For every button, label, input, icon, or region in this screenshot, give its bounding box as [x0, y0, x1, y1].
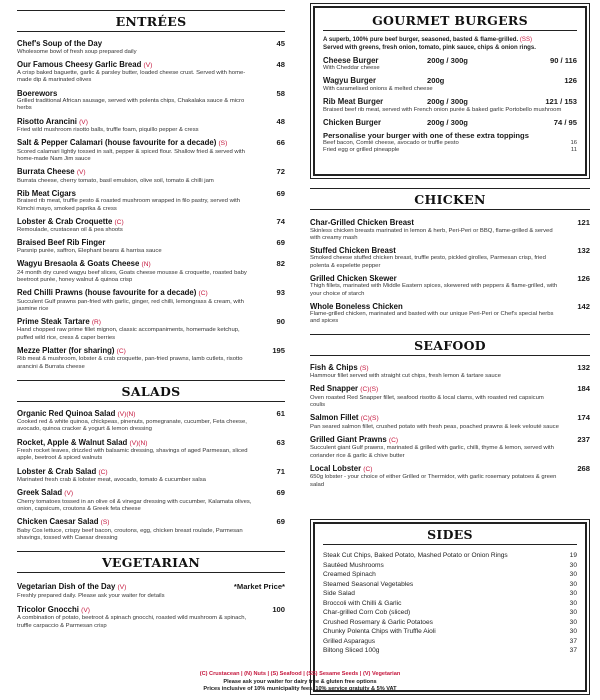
menu-item-text: [310, 384, 560, 409]
side-price: 19: [569, 552, 577, 559]
menu-item-text: [310, 413, 560, 431]
menu-item-price: 268: [577, 463, 590, 473]
side-price: 30: [569, 628, 577, 635]
burger-size: 200g / 300g: [427, 117, 468, 127]
menu-item-text: [310, 218, 560, 242]
item-name: Vegetarian Dish of the Day: [17, 582, 116, 592]
topping-label: Fried egg or grilled pineapple: [323, 147, 400, 154]
menu-item-price: 61: [276, 408, 285, 418]
menu-item-text: [17, 117, 255, 135]
allergen-tag: (C): [98, 468, 108, 476]
topping-label: Beef bacon, Comté cheese, avocado or truffle pesto: [323, 140, 459, 147]
menu-item: [17, 259, 285, 284]
item-name: Local Lobster: [310, 463, 362, 473]
item-name: Boerewors: [17, 88, 58, 98]
allergen-tag: (V): [81, 606, 90, 614]
burger-item: [323, 76, 577, 86]
menu-item-name: [17, 605, 255, 616]
burger-description: Braised beef rib meat, served with French onion purée & baked garlic Portobello mushroom: [323, 106, 562, 113]
side-item: [323, 618, 577, 628]
burger-price: 121 / 153: [545, 97, 577, 106]
menu-item-name: [17, 189, 255, 199]
menu-item: [310, 274, 590, 298]
menu-item-name: [310, 218, 560, 228]
menu-item-description: Parsnip purée, saffron, Elephant beans & harrisa sauce: [17, 247, 162, 254]
menu-item-name: [310, 274, 560, 284]
topping-price: 11: [570, 147, 577, 154]
menu-item: [17, 409, 285, 434]
burgers-intro: [323, 36, 577, 52]
menu-item-price: 58: [276, 88, 285, 98]
menu-item: [17, 488, 285, 513]
menu-item-text: [310, 246, 560, 270]
section-title-seafood: SEAFOOD: [310, 334, 590, 356]
item-name: Wagyu Bresaola & Goats Cheese: [17, 259, 140, 269]
burger-item: [323, 97, 577, 107]
menu-item-description: Rib meat & mushroom, lobster & crab croquette, pan-fried prawns, lamb cutlets, risotto arancini & Burrata cheese: [17, 356, 243, 370]
menu-item-name: [17, 438, 255, 449]
menu-item-description: Freshly prepared daily. Please ask your waiter for details: [17, 592, 165, 599]
sides-box: [313, 522, 587, 692]
side-name: Biltong Sliced 100g: [323, 647, 380, 654]
footer-notes: [150, 671, 450, 694]
menu-item-price: 100: [272, 604, 285, 614]
menu-item: [310, 413, 590, 431]
menu-item-price: 195: [272, 345, 285, 355]
allergen-tag: (R): [91, 318, 101, 326]
menu-item-name: [310, 363, 560, 374]
allergen-tag: (C): [198, 290, 208, 298]
item-name: Lobster & Crab Salad: [17, 466, 97, 476]
menu-item-name: [17, 167, 255, 178]
menu-item-text: [17, 259, 255, 284]
menu-item-description: Flame-grilled chicken, marinated and basted with our unique Peri-Peri or Chef's special herbs and spices: [310, 311, 554, 325]
menu-item-name: [17, 238, 255, 248]
menu-item-price: 121: [577, 218, 590, 227]
section-title-salads: SALADS: [17, 380, 285, 402]
topping-item: [323, 147, 577, 154]
toppings-title: Personalise your burger with one of these extra toppings: [323, 131, 529, 141]
menu-item-name: [17, 409, 255, 420]
menu-item-text: [17, 409, 255, 434]
menu-item-price: 71: [276, 466, 285, 476]
vegetarian-list: [17, 582, 285, 630]
menu-item-name: [310, 246, 560, 256]
menu-item-price: *Market Price*: [233, 582, 285, 592]
menu-item-description: Baby Cos lettuce, crispy beef bacon, croutons, egg, chicken breast roulade, Parmesan shavings, tossed with Caesar dressing: [17, 527, 243, 541]
menu-item-name: [17, 60, 255, 71]
menu-item-description: Fried wild mushroom risotto balls, truffle foam, piquillo pepper & cress: [17, 127, 199, 134]
allergen-tag: (V): [64, 490, 74, 498]
side-name: Creamed Spinach: [323, 571, 376, 578]
menu-item-price: 237: [577, 434, 590, 444]
menu-item-name: [310, 435, 560, 446]
side-price: 37: [569, 647, 577, 654]
menu-item: [17, 605, 285, 630]
item-name: Grilled Chicken Skewer: [310, 273, 397, 283]
section-title-sides: SIDES: [323, 525, 577, 545]
item-name: Our Famous Cheesy Garlic Bread: [17, 59, 142, 69]
burger-name: Rib Meat Burger: [323, 97, 384, 106]
menu-item-price: 45: [276, 39, 285, 48]
menu-item-name: [310, 302, 560, 312]
burgers-intro-line1: A superb, 100% pure beef burger, seasoned, basted & flame-grilled.: [323, 36, 519, 43]
menu-item-name: [17, 138, 255, 149]
menu-item: [17, 60, 285, 85]
menu-item-description: Scored calamari lightly tossed in salt, pepper & spiced flour. Shallow fried & served with home-made Nam Jim sauce: [17, 148, 245, 162]
item-name: Burrata Cheese: [17, 167, 75, 177]
section-title-chicken: CHICKEN: [310, 188, 590, 210]
burger-description: With caramelised onions & melted cheese: [323, 85, 433, 92]
side-price: 30: [569, 571, 577, 578]
allergen-tag: (C): [116, 347, 126, 355]
side-item: [323, 627, 577, 637]
item-name: Tricolor Gnocchi: [17, 604, 79, 614]
side-item: [323, 561, 577, 571]
topping-price: 16: [570, 140, 577, 147]
menu-item-price: 69: [276, 188, 285, 198]
menu-item: [17, 217, 285, 235]
allergen-tag: (V)(N): [117, 410, 136, 418]
side-name: Side Salad: [323, 590, 355, 597]
menu-item: [310, 464, 590, 489]
burgers-box: [313, 6, 587, 176]
menu-item-text: [17, 138, 255, 163]
allergen-tag: (V): [143, 61, 153, 69]
menu-item: [17, 467, 285, 485]
menu-item: [310, 302, 590, 326]
item-name: Rib Meat Cigars: [17, 188, 76, 198]
side-name: Crushed Rosemary & Garlic Potatoes: [323, 618, 433, 626]
allergen-tag: (V): [117, 584, 127, 592]
left-column: [17, 0, 285, 630]
item-name: Braised Beef Rib Finger: [17, 238, 106, 248]
menu-item-description: Hand chopped raw prime fillet mignon, classic accompaniments, homemade ketchup, puffed wild rice, cress & caper berries: [17, 327, 240, 341]
burger-price: 126: [564, 76, 577, 86]
menu-item-name: [17, 317, 255, 328]
menu-item-text: [310, 363, 560, 381]
menu-item-description: Wholesome bowl of fresh soup prepared daily: [17, 48, 137, 55]
menu-item: [17, 346, 285, 371]
allergen-tag: (C)(S): [360, 415, 379, 423]
menu-item: [17, 117, 285, 135]
menu-item-price: 74: [276, 216, 285, 226]
menu-item-description: Remoulade, crustacean oil & pea shoots: [17, 227, 123, 234]
salads-list: [17, 409, 285, 542]
allergen-tag: (S): [100, 519, 110, 527]
menu-item-name: [310, 384, 560, 395]
right-column: [310, 188, 590, 489]
menu-item: [310, 435, 590, 460]
side-item: [323, 551, 577, 561]
burger-description: With Cheddar cheese: [323, 65, 380, 72]
side-name: Broccoli with Chilli & Garlic: [323, 599, 402, 607]
menu-item-description: Skinless chicken breasts marinated in lemon & herb, Peri-Peri or BBQ, flame-grilled & served with creamy mash: [310, 227, 553, 241]
allergen-tag: (S): [359, 364, 369, 372]
menu-item-price: 69: [276, 488, 285, 498]
item-name: Chef's Soup of the Day: [17, 39, 103, 48]
menu-item-text: [17, 605, 255, 630]
section-title-vegetarian: VEGETARIAN: [17, 551, 285, 573]
menu-item-price: 126: [577, 273, 590, 283]
menu-item-text: [17, 582, 234, 600]
menu-item-text: [310, 464, 560, 489]
side-price: 30: [569, 580, 577, 588]
allergen-tag: (V)(N): [129, 439, 148, 447]
item-name: Red Chilli Prawns (house favourite for a decade): [17, 288, 197, 298]
burger-name: Chicken Burger: [323, 117, 382, 127]
menu-item-price: 93: [276, 288, 285, 298]
menu-item: [17, 89, 285, 113]
menu-item-name: [17, 117, 255, 128]
menu-item-name: [17, 488, 255, 499]
burger-price: 74 / 95: [553, 117, 577, 127]
menu-item-text: [17, 39, 255, 56]
menu-item-name: [310, 464, 560, 475]
side-price: 30: [569, 609, 577, 616]
menu-item-name: [17, 582, 234, 593]
allergen-tag: (SS): [519, 36, 533, 43]
menu-item: [310, 384, 590, 409]
menu-item: [17, 317, 285, 342]
side-item: [323, 637, 577, 647]
section-title-burgers: GOURMET BURGERS: [323, 11, 577, 31]
menu-item: [17, 288, 285, 313]
menu-item-text: [17, 238, 255, 255]
toppings-list: [323, 140, 577, 154]
menu-item-price: 174: [577, 413, 590, 423]
menu-item-text: [17, 517, 255, 542]
menu-item-price: 142: [577, 301, 590, 311]
burger-size: 200g / 300g: [427, 55, 468, 65]
item-name: Mezze Platter (for sharing): [17, 345, 115, 355]
menu-item-text: [17, 317, 255, 342]
pricing-note: Prices inclusive of 10% municipality fees, 10% service gratuity & 5% VAT: [203, 686, 397, 693]
menu-item-price: 184: [577, 384, 590, 394]
item-name: Fish & Chips: [310, 362, 358, 372]
menu-item: [17, 238, 285, 255]
menu-item-description: Hammour fillet served with straight cut chips, fresh lemon & tartare sauce: [310, 373, 501, 380]
menu-item-text: [17, 346, 255, 371]
menu-item: [17, 438, 285, 463]
menu-item-name: [310, 413, 560, 424]
item-name: Red Snapper: [310, 384, 359, 394]
menu-item-name: [17, 259, 255, 270]
menu-item-text: [17, 89, 255, 113]
item-name: Salmon Fillet: [310, 413, 359, 423]
item-name: Salt & Pepper Calamari (house favourite for a decade): [17, 138, 217, 148]
side-name: Grilled Asparagus: [323, 637, 376, 645]
menu-item-price: 48: [276, 59, 285, 69]
side-name: Steamed Seasonal Vegetables: [323, 580, 414, 588]
side-item: [323, 599, 577, 609]
allergen-legend: (C) Crustacean | (N) Nuts | (S) Seafood | (SS) Sesame Seeds | (V) Vegetarian: [199, 671, 401, 677]
menu-item-text: [310, 274, 560, 298]
side-item: [323, 589, 577, 599]
dietary-note: Please ask your waiter for dairy free & gluten free options: [223, 678, 377, 685]
side-price: 30: [569, 599, 577, 607]
allergen-tag: (C): [114, 218, 124, 226]
menu-item-name: [17, 346, 255, 357]
menu-item-name: [17, 89, 255, 99]
burgers-intro-line2: Served with greens, fresh onion, tomato, pink sauce, chips & onion rings.: [323, 43, 536, 51]
burger-item: [323, 56, 577, 66]
menu-item-text: [17, 438, 255, 463]
item-name: Char-Grilled Chicken Breast: [310, 218, 414, 227]
menu-item-description: Succulent Gulf prawns pan-fried with garlic, ginger, red chilli, lemongrass & cream, with jasmine rice: [17, 298, 244, 312]
menu-item-name: [17, 288, 255, 299]
menu-item-text: [17, 60, 255, 85]
menu-item-text: [17, 217, 255, 235]
item-name: Greek Salad: [17, 488, 63, 498]
section-title-entrees: ENTRÉES: [17, 10, 285, 32]
menu-item: [310, 246, 590, 270]
menu-item-price: 66: [276, 138, 285, 148]
side-name: Char-grilled Corn Cob (sliced): [323, 609, 411, 616]
side-name: Steak Cut Chips, Baked Potato, Mashed Potato or Onion Rings: [323, 552, 508, 559]
menu-item-name: [17, 217, 255, 228]
item-name: Stuffed Chicken Breast: [310, 245, 396, 255]
side-price: 30: [569, 561, 577, 569]
menu-item-text: [17, 488, 255, 513]
menu-item-name: [17, 467, 255, 478]
menu-item: [310, 218, 590, 242]
entrees-list: [17, 39, 285, 371]
side-price: 37: [569, 637, 577, 645]
menu-item-price: 132: [577, 245, 590, 255]
item-name: Rocket, Apple & Walnut Salad: [17, 437, 128, 447]
menu-item-name: [17, 39, 255, 49]
menu-item-description: Fresh rocket leaves, drizzled with balsamic dressing, shavings of aged Parmesan, sliced apple, beetroot & spiced walnuts: [17, 448, 248, 462]
chicken-list: [310, 218, 590, 326]
burger-name: Wagyu Burger: [323, 76, 376, 86]
item-name: Risotto Arancini: [17, 116, 77, 126]
menu-item-text: [310, 435, 560, 460]
menu-item: [17, 189, 285, 213]
menu-item-text: [310, 302, 560, 326]
side-item: [323, 608, 577, 618]
allergen-tag: (C): [363, 465, 373, 473]
menu-item-description: A combination of potato, beetroot & spinach gnocchi, roasted wild mushroom & spinach, truffle carpaccio & Parmesan crisp: [17, 615, 247, 629]
menu-item-text: [17, 189, 255, 213]
allergen-tag: (N): [141, 261, 151, 269]
sides-list: [323, 551, 577, 656]
side-item: [323, 580, 577, 590]
menu-item-description: 24 month dry cured wagyu beef slices, Goats cheese mousse & croquette, roasted baby beetroot purée, honey walnut & quinoa crisp: [17, 269, 247, 283]
menu-item-description: Cherry tomatoes tossed in an olive oil & vinegar dressing with cucumber, Kalamata olives, onion, capsicum, croutons & Greek feta cheese: [17, 498, 252, 512]
menu-item-price: 132: [577, 362, 590, 372]
side-name: Chunky Polenta Chips with Truffle Aioli: [323, 628, 436, 635]
menu-item-description: Marinated fresh crab & lobster meat, avocado, tomato & cucumber salsa: [17, 477, 206, 484]
menu-item-text: [17, 288, 255, 313]
menu-item-name: [17, 517, 255, 528]
menu-item-price: 72: [276, 167, 285, 177]
menu-item-description: Pan seared salmon fillet, crushed potato with fresh peas, poached prawns & leek velouté sauce: [310, 423, 559, 430]
item-name: Whole Boneless Chicken: [310, 301, 403, 311]
item-name: Lobster & Crab Croquette: [17, 216, 113, 226]
item-name: Prime Steak Tartare: [17, 316, 90, 326]
menu-item-description: Burrata cheese, cherry tomato, basil emulsion, olive soil, tomato & chilli jam: [17, 177, 214, 184]
menu-item-price: 48: [276, 116, 285, 126]
menu-item: [17, 167, 285, 185]
menu-item-description: 650g lobster - your choice of either Grilled or Thermidor, with garlic rosemary potatoes & green salad: [310, 474, 557, 488]
side-price: 30: [569, 590, 577, 597]
menu-item: [17, 582, 285, 600]
burger-size: 200g: [427, 76, 445, 86]
menu-item-description: A crisp baked baguette, garlic & parsley butter, loaded cheese crust. Served with home-made dip & marinated olives: [17, 70, 246, 84]
allergen-tag: (V): [79, 118, 88, 126]
allergen-tag: (C): [388, 436, 399, 444]
menu-item-description: Thigh fillets, marinated with Middle Eastern spices, skewered with peppers & flame-grilled, with your choice of starch: [310, 283, 558, 297]
menu-item: [17, 39, 285, 56]
burgers-list: [323, 56, 577, 128]
side-price: 30: [569, 618, 577, 626]
side-item: [323, 570, 577, 580]
item-name: Organic Red Quinoa Salad: [17, 408, 116, 418]
item-name: Chicken Caesar Salad: [17, 517, 99, 527]
seafood-list: [310, 363, 590, 489]
item-name: Grilled Giant Prawns: [310, 434, 387, 444]
menu-item-price: 63: [276, 437, 285, 447]
menu-item-description: Succulent giant Gulf prawns, marinated & grilled with garlic, chilli, thyme & lemon, served with coriander rice & garlic & chive butter: [310, 445, 554, 459]
side-name: Sautéed Mushrooms: [323, 561, 384, 569]
menu-item: [17, 138, 285, 163]
topping-item: [323, 140, 577, 147]
burger-item: [323, 118, 577, 128]
menu-item: [310, 363, 590, 381]
menu-item-price: 69: [276, 238, 285, 248]
allergen-tag: (C)(S): [360, 386, 379, 394]
menu-item-description: Smoked cheese stuffed chicken breast, truffle pesto, pickled girolles, Parmesan crisp, fried polenta & espelette pepper: [310, 255, 546, 269]
menu-item-description: Cooked red & white quinoa, chickpeas, pinenuts, pomegranate, cucumber, Feta cheese, avocado, quinoa cracker & yogurt & lemon dressing: [17, 419, 247, 433]
menu-item-text: [17, 467, 255, 485]
allergen-tag: (S): [218, 140, 228, 148]
menu-item: [17, 517, 285, 542]
side-item: [323, 646, 577, 656]
burger-name: Cheese Burger: [323, 55, 379, 65]
menu-item-description: Oven roasted Red Snapper fillet, seafood risotto & local clams, with roasted red capsicum coulis: [310, 394, 544, 409]
burger-price: 90 / 116: [549, 55, 577, 65]
menu-item-price: 82: [276, 259, 285, 269]
burger-size: 200g / 300g: [427, 97, 468, 106]
menu-item-description: Grilled traditional African sausage, served with polenta chips, Chakalaka sauce & micro herbs: [17, 98, 245, 112]
allergen-tag: (V): [76, 169, 86, 177]
menu-item-text: [17, 167, 255, 185]
menu-item-description: Braised rib meat, truffle pesto & roasted mushroom wrapped in filo pastry, served with Kimchi mayo, smoked paprika & cress: [17, 198, 241, 212]
menu-item-price: 69: [276, 517, 285, 527]
menu-item-price: 90: [276, 316, 285, 326]
